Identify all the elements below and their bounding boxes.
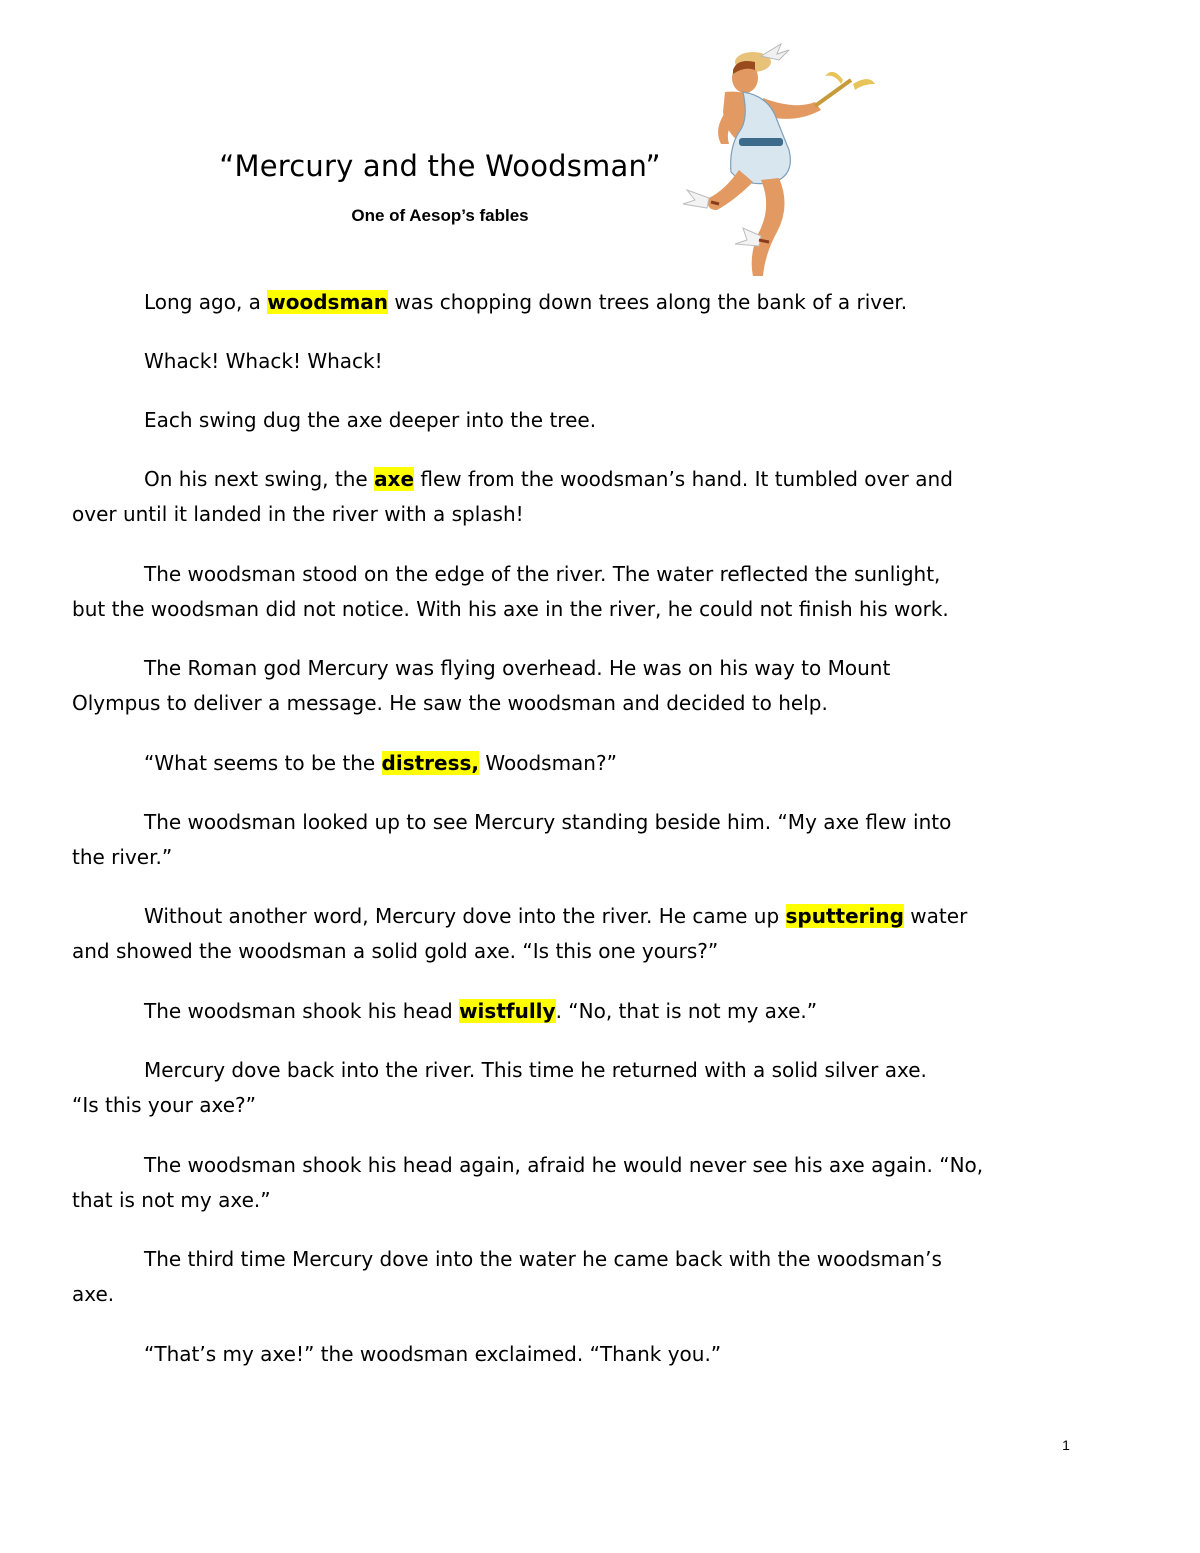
- paragraph-line: [72, 840, 1132, 875]
- highlighted-vocabulary-word: distress,: [381, 751, 480, 775]
- paragraph: [72, 462, 1132, 532]
- paragraph-line: [72, 1277, 1132, 1312]
- paragraph-line: [72, 746, 1132, 781]
- paragraph: [72, 285, 1132, 320]
- paragraph: [72, 1053, 1132, 1123]
- paragraph-line: [72, 994, 1132, 1029]
- text-run: Woodsman?”: [479, 751, 617, 775]
- text-run: The Roman god Mercury was flying overhead. He was on his way to Mount: [144, 656, 891, 680]
- text-run: but the woodsman did not notice. With his axe in the river, he could not finish his work.: [72, 597, 949, 621]
- paragraph: [72, 651, 1132, 721]
- paragraph-line: [72, 403, 1132, 438]
- text-run: the river.”: [72, 845, 173, 869]
- text-run: The third time Mercury dove into the water he came back with the woodsman’s: [144, 1247, 942, 1271]
- text-run: The woodsman shook his head: [144, 999, 460, 1023]
- page-subtitle: One of Aesop’s fables: [351, 206, 529, 225]
- paragraph-line: [72, 344, 1132, 379]
- text-run: “What seems to be the: [144, 751, 382, 775]
- paragraph: [72, 994, 1132, 1029]
- paragraph: [72, 805, 1132, 875]
- text-run: Without another word, Mercury dove into the river. He came up: [144, 904, 786, 928]
- highlighted-vocabulary-word: woodsman: [267, 290, 389, 314]
- mercury-figure-icon: [665, 40, 890, 280]
- text-run: Olympus to deliver a message. He saw the woodsman and decided to help.: [72, 691, 828, 715]
- text-run: axe.: [72, 1282, 115, 1306]
- text-run: On his next swing, the: [144, 467, 375, 491]
- paragraph: [72, 1148, 1132, 1218]
- paragraph-line: [72, 805, 1132, 840]
- paragraph: [72, 1337, 1132, 1372]
- page-title: “Mercury and the Woodsman”: [219, 149, 661, 183]
- paragraph: [72, 557, 1132, 627]
- highlighted-vocabulary-word: wistfully: [459, 999, 556, 1023]
- text-run: The woodsman stood on the edge of the river. The water reflected the sunlight,: [144, 562, 941, 586]
- text-run: over until it landed in the river with a splash!: [72, 502, 524, 526]
- text-run: Whack! Whack! Whack!: [144, 349, 383, 373]
- text-run: was chopping down trees along the bank of a river.: [388, 290, 908, 314]
- paragraph-line: [72, 497, 1132, 532]
- highlighted-vocabulary-word: sputtering: [785, 904, 904, 928]
- paragraph-line: [72, 1088, 1132, 1123]
- text-run: Mercury dove back into the river. This time he returned with a solid silver axe.: [144, 1058, 927, 1082]
- text-run: . “No, that is not my axe.”: [555, 999, 818, 1023]
- text-run: Long ago, a: [144, 290, 268, 314]
- paragraph-line: [72, 686, 1132, 721]
- paragraph-line: [72, 285, 1132, 320]
- paragraph-line: [72, 899, 1132, 934]
- paragraph-line: [72, 557, 1132, 592]
- page-number: 1: [1062, 1437, 1070, 1453]
- text-run: “That’s my axe!” the woodsman exclaimed. “Thank you.”: [144, 1342, 722, 1366]
- paragraph-line: [72, 1242, 1132, 1277]
- text-run: The woodsman looked up to see Mercury standing beside him. “My axe flew into: [144, 810, 952, 834]
- text-run: Each swing dug the axe deeper into the tree.: [144, 408, 597, 432]
- paragraph: [72, 1242, 1132, 1312]
- paragraph: [72, 899, 1132, 969]
- paragraph-line: [72, 592, 1132, 627]
- text-run: and showed the woodsman a solid gold axe. “Is this one yours?”: [72, 939, 719, 963]
- text-run: The woodsman shook his head again, afraid he would never see his axe again. “No,: [144, 1153, 984, 1177]
- paragraph-line: [72, 1183, 1132, 1218]
- paragraph-line: [72, 651, 1132, 686]
- paragraph-line: [72, 462, 1132, 497]
- paragraph: [72, 746, 1132, 781]
- paragraph: [72, 403, 1132, 438]
- paragraph-line: [72, 934, 1132, 969]
- text-run: that is not my axe.”: [72, 1188, 271, 1212]
- paragraph-line: [72, 1148, 1132, 1183]
- text-run: “Is this your axe?”: [72, 1093, 256, 1117]
- paragraph-line: [72, 1337, 1132, 1372]
- paragraph-line: [72, 1053, 1132, 1088]
- paragraph: [72, 344, 1132, 379]
- text-run: flew from the woodsman’s hand. It tumbled over and: [414, 467, 953, 491]
- highlighted-vocabulary-word: axe: [374, 467, 415, 491]
- text-run: water: [903, 904, 968, 928]
